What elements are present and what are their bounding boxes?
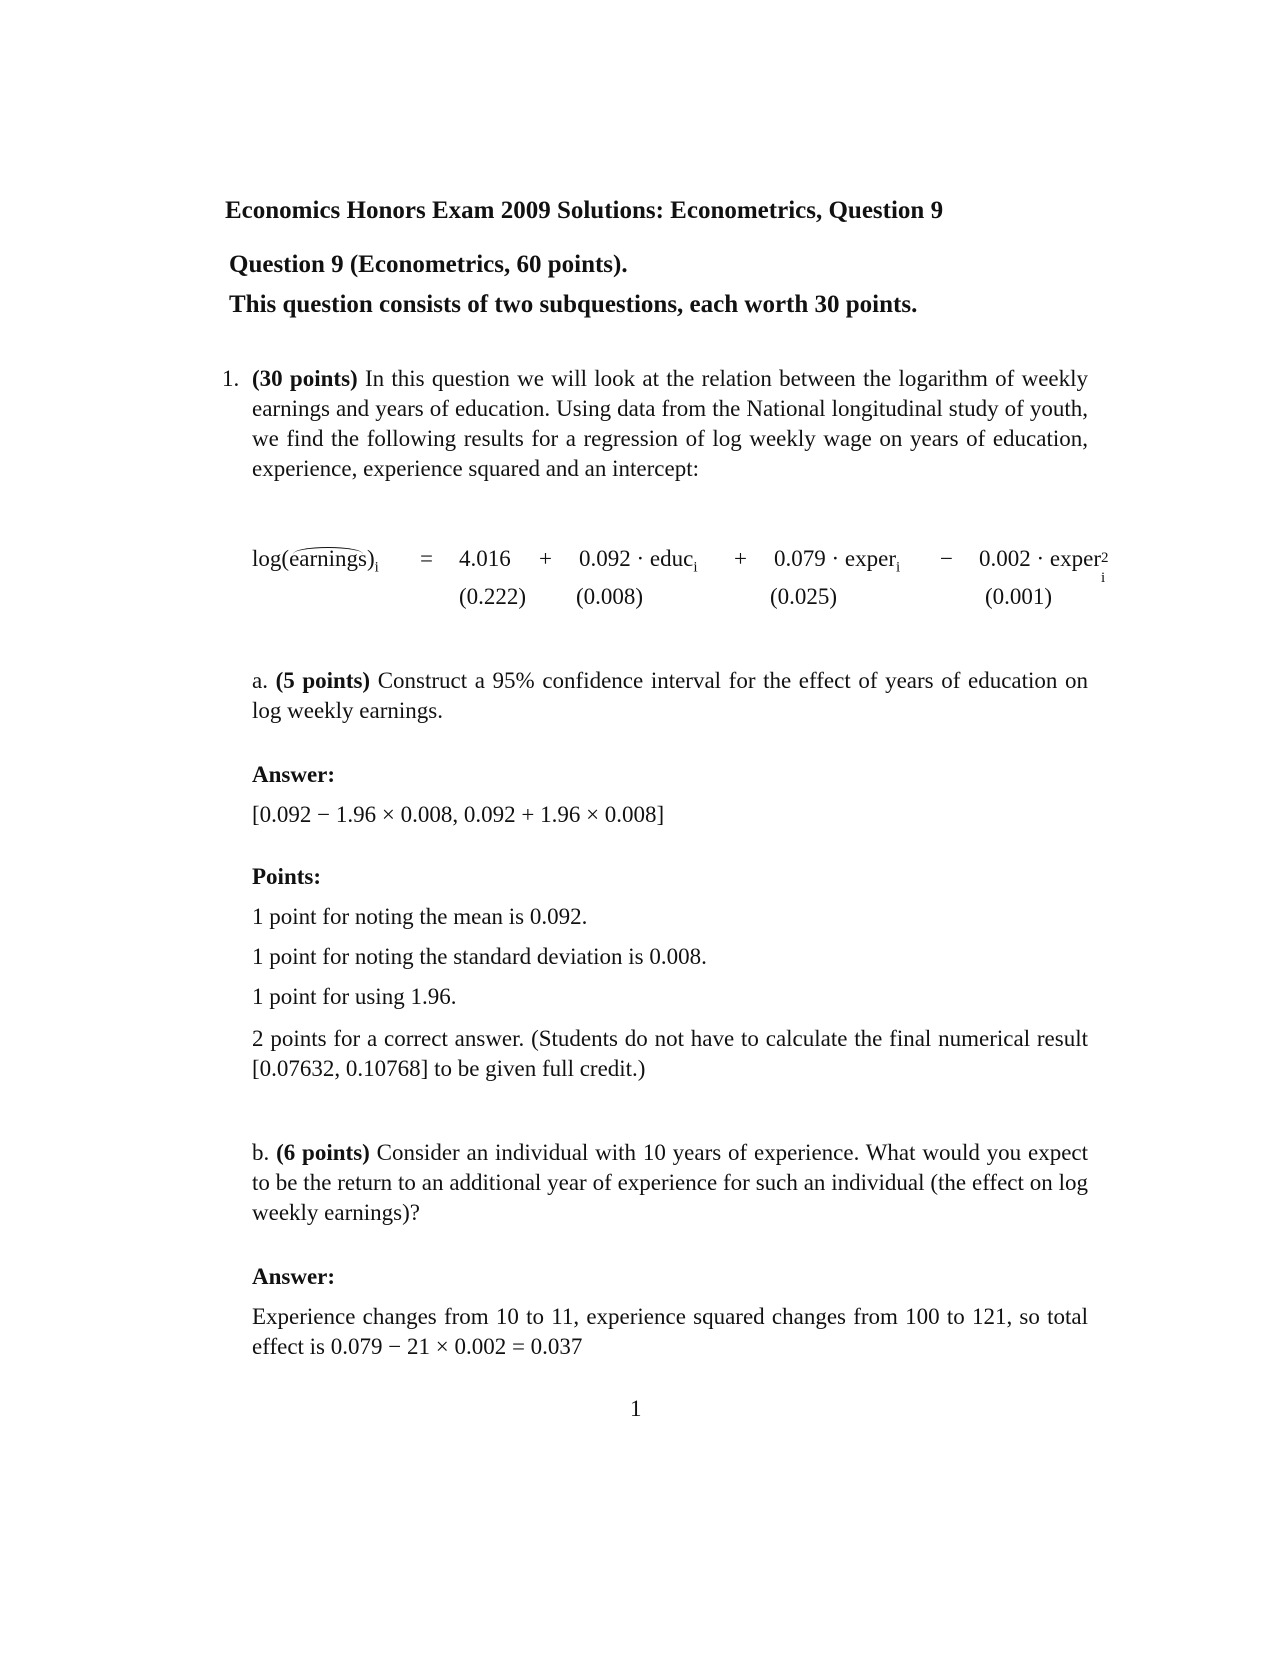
regression-exper-term: 0.079 · exper$_i$ bbox=[774, 546, 901, 576]
part-b-label: b. bbox=[252, 1140, 270, 1165]
question-subheading: This question consists of two subquestions, each worth 30 points. bbox=[229, 291, 918, 318]
part-a-text: Construct a 95% confidence interval for the effect of years of education on log weekly earnings. bbox=[252, 668, 1088, 723]
regression-lhs: $\log(earnings)_i$ bbox=[252, 546, 379, 576]
part-b-question bbox=[252, 1138, 1088, 1228]
regression-intercept: 4.016 bbox=[459, 546, 511, 571]
part-a-label: a. bbox=[252, 668, 268, 693]
points-item: 1 point for noting the mean is 0.092. bbox=[252, 904, 588, 929]
part-b-points: (6 points) bbox=[276, 1140, 370, 1165]
se-educ: (0.008) bbox=[576, 584, 644, 609]
part-b-answer-heading: Answer: bbox=[252, 1264, 336, 1289]
regression-op-minus: − bbox=[940, 546, 953, 571]
points-item: 1 point for noting the standard deviation is 0.008. bbox=[252, 944, 707, 969]
part-b-answer: Experience changes from 10 to 11, experience squared changes from 100 to 121, so total effect is 0.079 − 21 × 0.002 = 0.037 bbox=[252, 1304, 1088, 1359]
regression-exper2-term: 0.002 · exper 2 i bbox=[979, 546, 1109, 586]
points-item: 2 points for a correct answer. (Students do not have to calculate the final numerical result [0.07632, 0.10768] to be given full credit.) bbox=[252, 1026, 1088, 1081]
regression-educ-term: 0.092 · educ$_i$ bbox=[579, 546, 698, 576]
page-number: 1 bbox=[630, 1396, 642, 1421]
item-1-number: 1. bbox=[222, 366, 240, 391]
part-b-text: Consider an individual with 10 years of experience. What would you expect to be the return to an additional year of experience for such an individual (the effect on log weekly earnings)? bbox=[252, 1140, 1089, 1225]
item-1-points: (30 points) bbox=[252, 366, 358, 391]
part-a-answer: [0.092 − 1.96 × 0.008, 0.092 + 1.96 × 0.008] bbox=[252, 802, 665, 827]
page-title: Economics Honors Exam 2009 Solutions: Econometrics, Question 9 bbox=[225, 197, 944, 224]
item-1-text: In this question we will look at the relation between the logarithm of weekly earnings and years of education. Using data from the National longitudinal study of youth, we find the following results for a regression of log weekly wage on years of education, experience, experience squared and an intercept: bbox=[252, 366, 1088, 481]
part-a-points: (5 points) bbox=[275, 668, 371, 693]
se-intercept: (0.222) bbox=[459, 584, 527, 609]
regression-equals: = bbox=[420, 546, 433, 571]
se-exper2: (0.001) bbox=[985, 584, 1053, 609]
item-1-paragraph bbox=[222, 364, 1088, 484]
se-exper: (0.025) bbox=[770, 584, 838, 609]
part-a-question bbox=[252, 666, 1088, 726]
earnings-hat: earnings bbox=[289, 546, 367, 571]
regression-op-plus-1: + bbox=[539, 546, 552, 571]
part-a-answer-heading: Answer: bbox=[252, 762, 336, 787]
points-item: 1 point for using 1.96. bbox=[252, 984, 457, 1009]
part-a-points-heading: Points: bbox=[252, 864, 321, 889]
question-heading: Question 9 (Econometrics, 60 points). bbox=[229, 251, 628, 278]
regression-op-plus-2: + bbox=[734, 546, 747, 571]
